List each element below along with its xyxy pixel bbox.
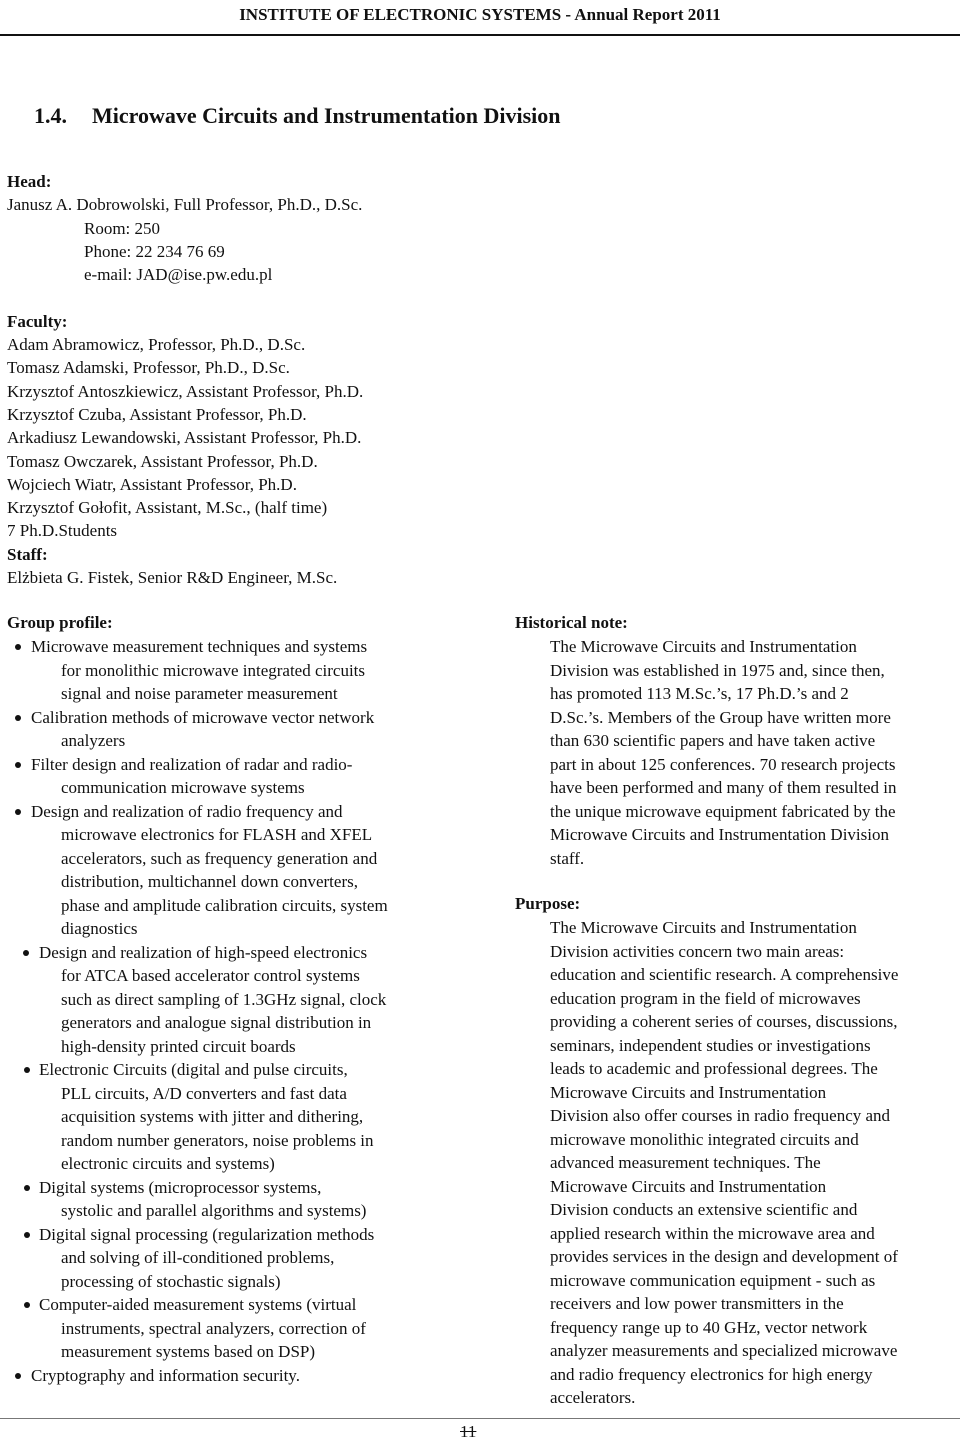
group-profile-label: Group profile: [7,613,113,632]
faculty-member: 7 Ph.D.Students [7,521,118,541]
faculty-member: Tomasz Adamski, Professor, Ph.D., D.Sc. [7,358,290,378]
bullet-icon [15,1373,21,1379]
faculty-member: Krzysztof Antoszkiewicz, Assistant Professor, Ph.D. [7,381,364,401]
head-phone: Phone: 22 234 76 69 [84,241,225,261]
faculty-member: Adam Abramowicz, Professor, Ph.D., D.Sc. [7,335,306,355]
list-item: Filter design and realization of radar and radio- communication microwave systems [7,753,444,800]
historical-note-text: The Microwave Circuits and Instrumentation Division was established in 1975 and, since then, has promoted 113 M.Sc.’s, 17 Ph.D.’s and 2 D.Sc.’s. Members of the Group have written more than 630 scientific papers and have taken active part in about 125 conferences. 70 research projects have been performed and many of them resulted in the unique microwave equipment fabricated by the Microwave Circuits and Instrumentation Division staff. [550,637,897,868]
head-label: Head: [7,172,52,191]
list-item: Calibration methods of microwave vector network analyzers [7,706,444,753]
head-name: Janusz A. Dobrowolski, Full Professor, Ph.D., D.Sc. [7,195,363,215]
bullet-icon [15,644,21,650]
list-item: Design and realization of high-speed electronics for ATCA based accelerator control systems such as direct sampling of 1.3GHz signal, clock generators and analogue signal distribution in high-density printed circuit boards [7,941,444,1059]
staff-member: Elżbieta G. Fistek, Senior R&D Engineer, M.Sc. [7,568,338,588]
faculty-member: Arkadiusz Lewandowski, Assistant Professor, Ph.D. [7,428,362,448]
historical-note-label: Historical note: [515,613,628,632]
footer-divider [0,1418,960,1419]
spacer [7,286,567,309]
purpose-text: The Microwave Circuits and Instrumentation Division activities concern two main areas: education and scientific research. A comprehensive education program in the field of microwaves providing a coherent series of courses, discussions, seminars, independent studies or investigations leads to academic and professional degrees. The Microwave Circuits and Instrumentation Division also offer courses in radio frequency and microwave monolithic integrated circuits and advanced measurement techniques. The Microwave Circuits and Instrumentation Division conducts an extensive scientific and applied research within the microwave area and provides services in the design and development of microwave communication equipment - such as receivers and low power transmitters in the frequency range up to 40 GHz, vector network analyzer measurements and specialized microwave and radio frequency electronics for high energy accelerators. [550,918,899,1407]
faculty-member: Krzysztof Czuba, Assistant Professor, Ph.D. [7,404,307,424]
bullet-icon [24,1232,30,1238]
group-profile-list [7,635,444,1387]
personnel-block [7,170,567,589]
list-item: Microwave measurement techniques and systems for monolithic microwave integrated circuits signal and noise parameter measurement [7,635,444,706]
list-item: Digital signal processing (regularization methods and solving of ill-conditioned problems, processing of stochastic signals) [7,1223,444,1294]
list-item: Electronic Circuits (digital and pulse circuits, PLL circuits, A/D converters and fast data acquisition systems with jitter and dithering, random number generators, noise problems in electronic circuits and systems) [7,1058,444,1176]
bullet-icon [23,950,29,956]
right-column [515,611,955,1410]
faculty-member: Krzysztof Gołofit, Assistant, M.Sc., (half time) [7,498,328,518]
section-title [34,103,561,129]
list-item: Digital systems (microprocessor systems, systolic and parallel algorithms and systems) [7,1176,444,1223]
section-number: 1.4. [34,103,67,128]
list-item: Design and realization of radio frequency and microwave electronics for FLASH and XFEL accelerators, such as frequency generation and distribution, multichannel down converters, phase and amplitude calibration circuits, system diagnostics [7,800,444,941]
section-heading: Microwave Circuits and Instrumentation Division [92,103,561,128]
head-room: Room: 250 [84,218,161,238]
report-header: INSTITUTE OF ELECTRONIC SYSTEMS - Annual Report 2011 [239,5,721,24]
head-email: e-mail: JAD@ise.pw.edu.pl [84,265,273,285]
faculty-member: Tomasz Owczarek, Assistant Professor, Ph.D. [7,451,318,471]
group-profile-column [7,611,444,1387]
faculty-label: Faculty: [7,311,68,331]
bullet-icon [15,762,21,768]
bullet-icon [15,715,21,721]
bullet-icon [24,1302,30,1308]
list-item: Computer-aided measurement systems (virtual instruments, spectral analyzers, correction of measurement systems based on DSP) [7,1293,444,1364]
bullet-icon [24,1185,30,1191]
page-number: 11 [460,1422,477,1441]
bullet-icon [24,1067,30,1073]
purpose-label: Purpose: [515,894,581,913]
spacer [515,870,955,892]
header-divider [0,34,960,36]
staff-label: Staff: [7,544,48,564]
faculty-member: Wojciech Wiatr, Assistant Professor, Ph.D. [7,474,297,494]
bullet-icon [15,809,21,815]
list-item: Cryptography and information security. [7,1364,444,1388]
